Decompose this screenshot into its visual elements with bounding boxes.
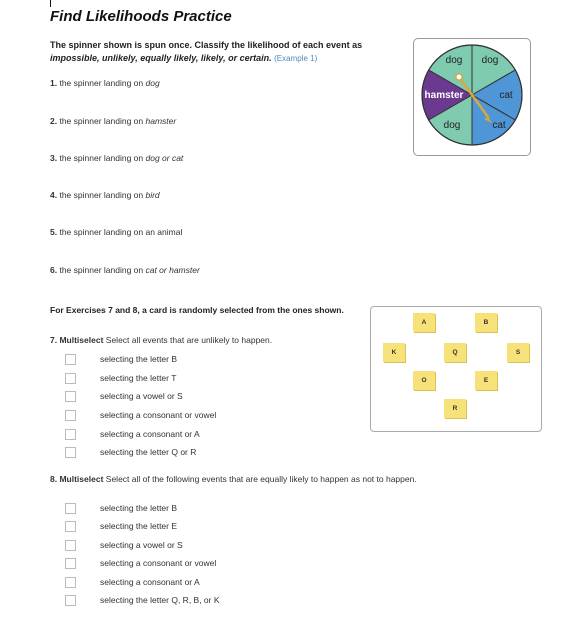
question-4: 4. the spinner landing on bird [50, 190, 160, 200]
card-a: A [413, 313, 435, 332]
spinner-svg [414, 39, 530, 155]
instructions-line1: The spinner shown is spun once. Classify the likelihood of each event as [50, 40, 363, 50]
spinner-label-cat-1: cat [499, 90, 513, 101]
example-link[interactable]: (Example 1) [274, 54, 318, 63]
card-o: O [413, 371, 435, 390]
card-q: Q [444, 343, 466, 362]
q7-checkbox-4[interactable] [65, 410, 76, 421]
question-1: 1. the spinner landing on dog [50, 78, 160, 88]
card-b: B [475, 313, 497, 332]
cards-intro: For Exercises 7 and 8, a card is randomly selected from the ones shown. [50, 305, 344, 315]
q7-checkbox-2[interactable] [65, 373, 76, 384]
card-r: R [444, 399, 466, 418]
text-cursor [50, 0, 51, 7]
card-k: K [383, 343, 405, 362]
q7-option-4: selecting a consonant or vowel [100, 410, 217, 420]
q8-option-4: selecting a consonant or vowel [100, 558, 217, 568]
question-5: 5. the spinner landing on an animal [50, 227, 183, 237]
q7-checkbox-3[interactable] [65, 391, 76, 402]
card-s: S [507, 343, 529, 362]
q8-checkbox-6[interactable] [65, 595, 76, 606]
q8-checkbox-5[interactable] [65, 577, 76, 588]
card-e: E [475, 371, 497, 390]
q8-checkbox-4[interactable] [65, 558, 76, 569]
q7-checkbox-1[interactable] [65, 354, 76, 365]
q8-option-3: selecting a vowel or S [100, 540, 183, 550]
q8-option-6: selecting the letter Q, R, B, or K [100, 595, 220, 605]
spinner-label-dog-1: dog [445, 55, 463, 66]
spinner-figure [413, 38, 531, 156]
question-8-header: 8. Multiselect Select all of the following events that are equally likely to happen as not to happen. [50, 474, 417, 484]
q8-option-2: selecting the letter E [100, 521, 178, 531]
spinner-label-dog-2: dog [481, 55, 499, 66]
spinner-label-hamster: hamster [424, 90, 464, 101]
q7-option-2: selecting the letter T [100, 373, 177, 383]
q8-checkbox-2[interactable] [65, 521, 76, 532]
question-2: 2. the spinner landing on hamster [50, 116, 177, 126]
question-7-header: 7. Multiselect Select all events that are unlikely to happen. [50, 335, 273, 345]
q7-option-6: selecting the letter Q or R [100, 447, 197, 457]
page-title: Find Likelihoods Practice [50, 8, 232, 25]
q7-checkbox-5[interactable] [65, 429, 76, 440]
q7-checkbox-6[interactable] [65, 447, 76, 458]
q7-option-5: selecting a consonant or A [100, 429, 200, 439]
q7-option-3: selecting a vowel or S [100, 391, 183, 401]
cards-figure [370, 306, 542, 432]
q8-checkbox-3[interactable] [65, 540, 76, 551]
question-3: 3. the spinner landing on dog or cat [50, 153, 184, 163]
q8-checkbox-1[interactable] [65, 503, 76, 514]
spinner-label-cat-2: cat [492, 120, 506, 131]
instructions [50, 39, 390, 65]
q8-option-1: selecting the letter B [100, 503, 178, 513]
q7-option-1: selecting the letter B [100, 354, 178, 364]
q8-option-5: selecting a consonant or A [100, 577, 200, 587]
question-6: 6. the spinner landing on cat or hamster [50, 265, 200, 275]
instructions-line2: impossible, unlikely, equally likely, likely, or certain. [50, 53, 272, 63]
spinner-needle-tail [456, 74, 462, 80]
spinner-label-dog-3: dog [443, 120, 461, 131]
